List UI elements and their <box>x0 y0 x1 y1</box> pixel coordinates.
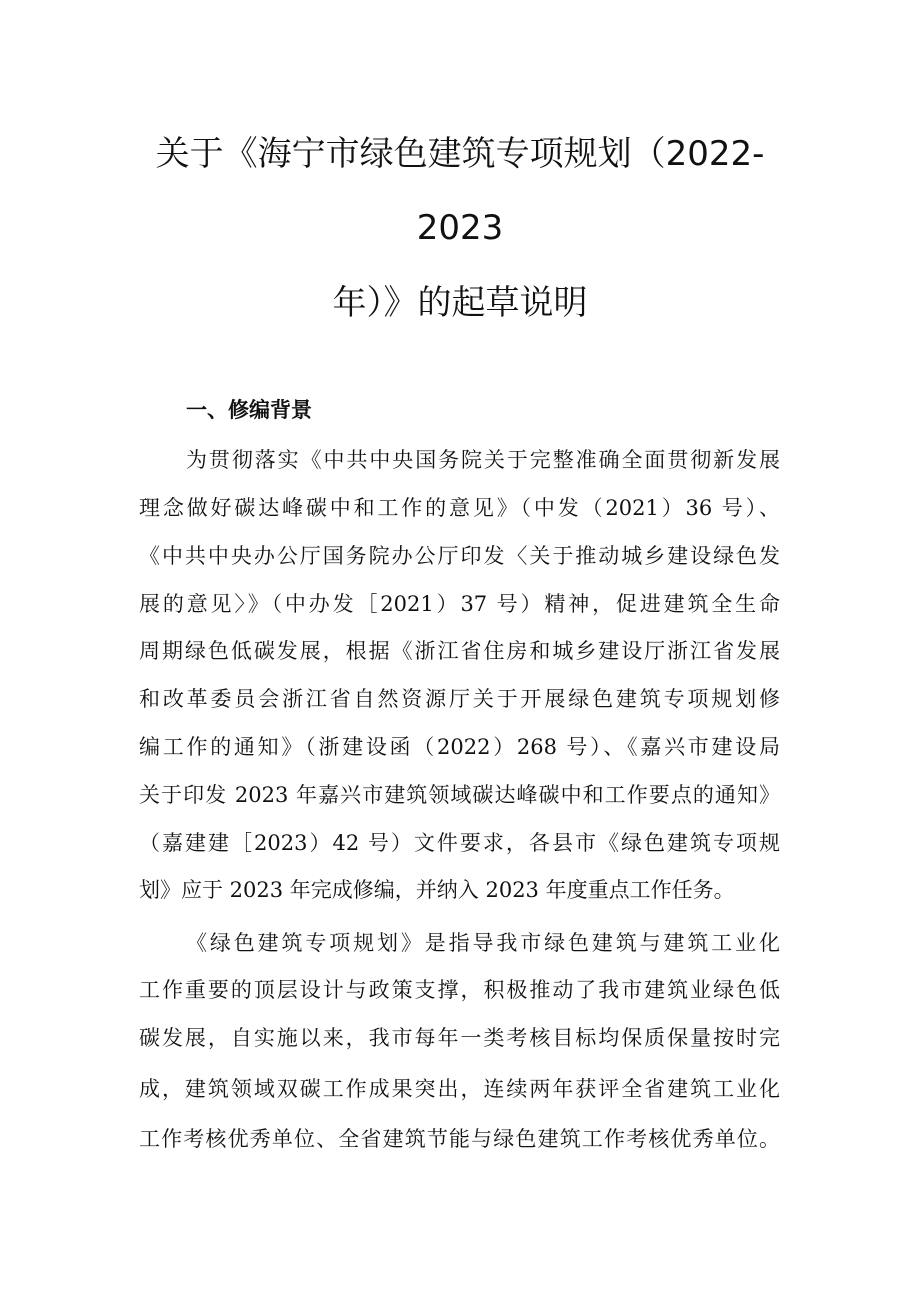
paragraph-line: 周期绿色低碳发展，根据《浙江省住房和城乡建设厅浙江省发展 <box>139 639 780 663</box>
paragraph-line: 为贯彻落实《中共中央国务院关于完整准确全面贯彻新发展 <box>186 448 780 472</box>
document-title-line-1: 关于《海宁市绿色建筑专项规划（2022- <box>155 134 765 174</box>
paragraph-line: 工作重要的顶层设计与政策支撑，积极推动了我市建筑业绿色低 <box>139 978 780 1002</box>
paragraph-line: 《绿色建筑专项规划》是指导我市绿色建筑与建筑工业化 <box>186 931 780 955</box>
paragraph-line: 理念做好碳达峰碳中和工作的意见》（中发（2021）36 号）、 <box>139 496 780 520</box>
section-heading: 一、修编背景 <box>186 398 312 422</box>
paragraph-line: 和改革委员会浙江省自然资源厅关于开展绿色建筑专项规划修 <box>139 687 780 711</box>
paragraph-line: 划》应于 2023 年完成修编，并纳入 2023 年度重点工作任务。 <box>139 878 735 902</box>
paragraph-line: 工作考核优秀单位、全省建筑节能与绿色建筑工作考核优秀单位。 <box>139 1127 780 1151</box>
paragraph-line: 碳发展，自实施以来，我市每年一类考核目标均保质保量按时完 <box>139 1026 780 1050</box>
document-title-line-3: 年）》的起草说明 <box>332 283 588 323</box>
paragraph-line: 展的意见〉》（中办发［2021）37 号）精神，促进建筑全生命 <box>139 592 780 616</box>
paragraph-line: 成，建筑领域双碳工作成果突出，连续两年获评全省建筑工业化 <box>139 1077 780 1101</box>
document-title-line-2: 2023 <box>416 208 504 248</box>
paragraph-line: （嘉建建［2023）42 号）文件要求，各县市《绿色建筑专项规 <box>139 831 780 855</box>
paragraph-line: 编工作的通知》（浙建设函（2022）268 号）、《嘉兴市建设局 <box>139 735 780 759</box>
paragraph-line: 关于印发 2023 年嘉兴市建筑领域碳达峰碳中和工作要点的通知》 <box>139 783 780 807</box>
paragraph-line: 《中共中央办公厅国务院办公厅印发〈关于推动城乡建设绿色发 <box>139 544 780 568</box>
